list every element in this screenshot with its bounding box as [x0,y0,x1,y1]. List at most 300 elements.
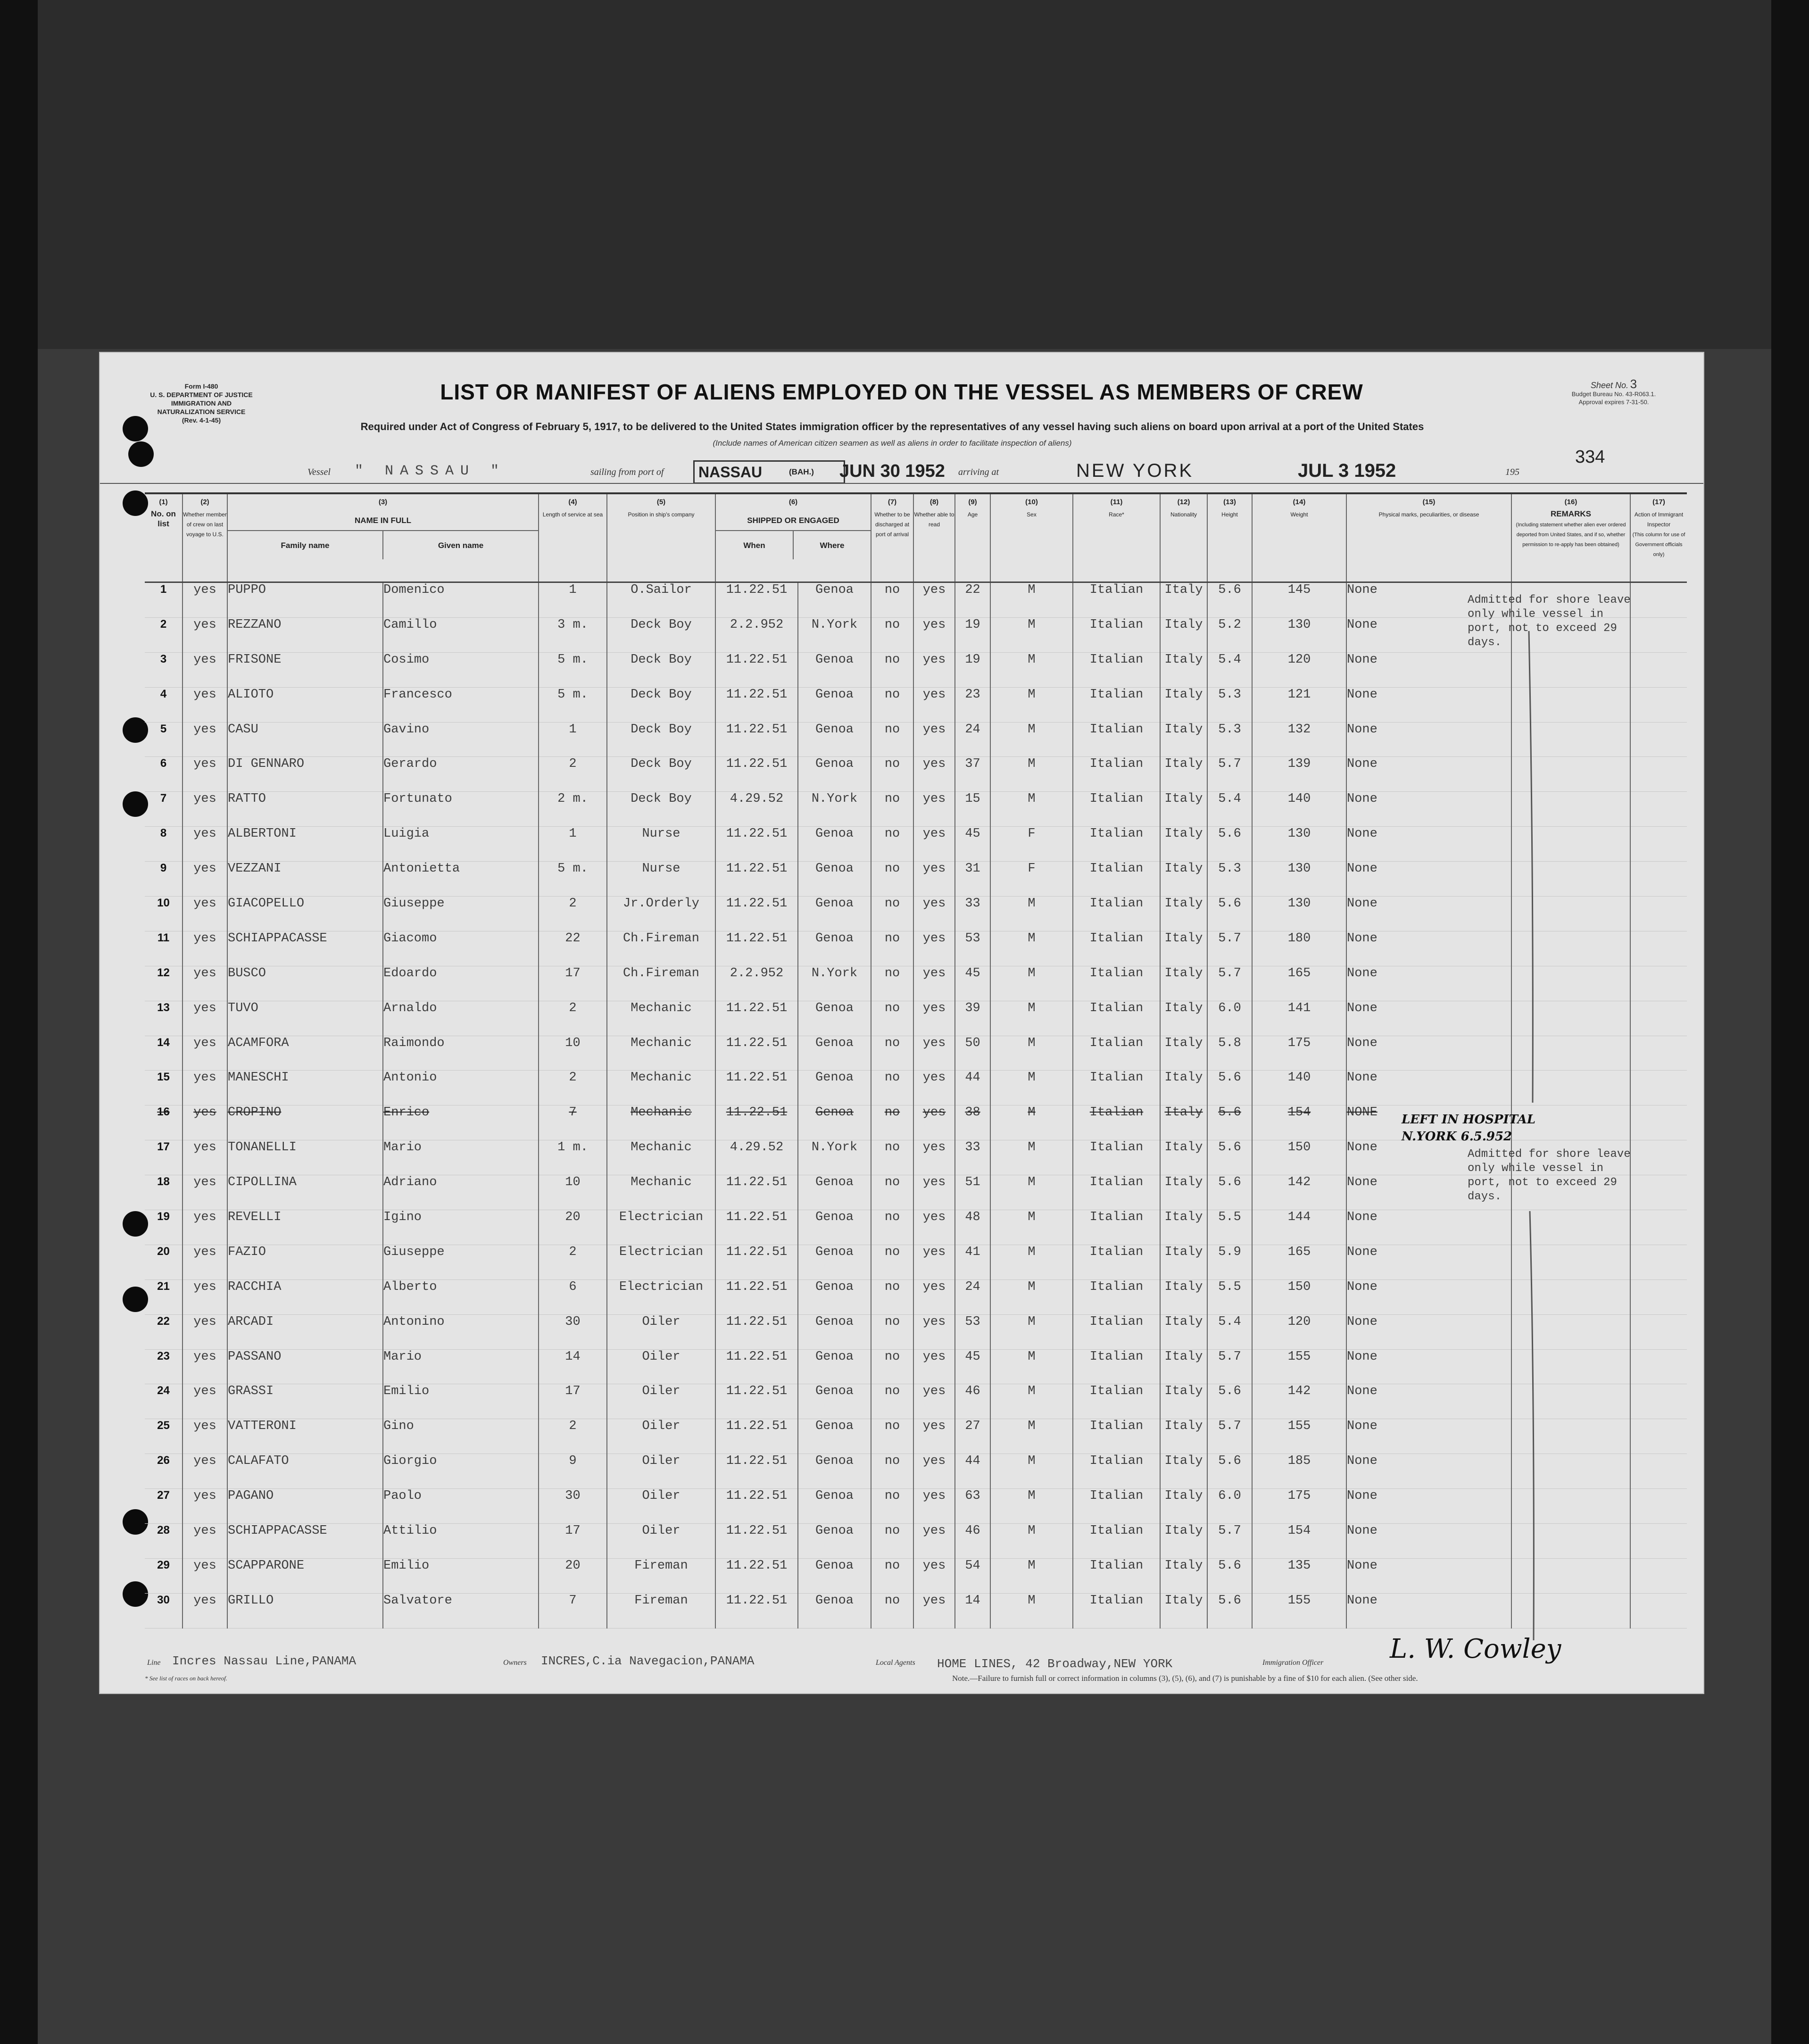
age: 19 [955,617,990,652]
table-row [145,931,1687,966]
sailing-label: sailing from port of [590,467,664,477]
punch-hole [123,1509,148,1535]
given-name: Arnaldo [383,1001,539,1036]
inspector-cell [1630,1175,1687,1210]
height: 5.7 [1207,757,1252,792]
given-name: Emilio [383,1558,539,1593]
col-service-length: (4) Length of service at sea [539,493,607,582]
to-be-discharged: no [871,1384,913,1419]
weight: 130 [1252,827,1346,862]
last-voyage: yes [183,757,227,792]
shipped-when: 2.2.952 [715,966,798,1001]
last-voyage: yes [183,1593,227,1628]
inspector-cell [1630,862,1687,897]
sex: M [990,966,1073,1001]
form-number: Form I-480 [184,382,218,390]
race: Italian [1073,1280,1160,1314]
height: 5.7 [1207,931,1252,966]
col-family-name: Family name [281,540,330,550]
able-to-read: yes [913,652,955,687]
shipped-when: 11.22.51 [715,1454,798,1489]
physical-marks: None [1346,897,1511,931]
nationality: Italy [1160,1280,1207,1314]
position: Mechanic [607,1140,715,1175]
table-row [145,1071,1687,1105]
form-identifier [145,382,258,424]
to-be-discharged: no [871,792,913,827]
age: 48 [955,1210,990,1245]
race: Italian [1073,1105,1160,1140]
shipped-when: 11.22.51 [715,1489,798,1524]
physical-marks: None [1346,1036,1511,1071]
crew-rows [145,582,1687,1629]
sex: M [990,1314,1073,1349]
nationality: Italy [1160,897,1207,931]
inspector-cell [1630,1558,1687,1593]
list-number: 19 [145,1210,183,1245]
age: 38 [955,1105,990,1140]
table-header [145,493,1687,582]
shipped-where: Genoa [798,1524,871,1559]
height: 6.0 [1207,1001,1252,1036]
to-be-discharged: no [871,862,913,897]
height: 5.6 [1207,1558,1252,1593]
physical-marks: None [1346,1384,1511,1419]
sex: M [990,1349,1073,1384]
approval-expiry: Approval expires 7-31-50. [1578,399,1649,406]
shipped-where: Genoa [798,652,871,687]
family-name: CROPINO [227,1105,383,1140]
family-name: REVELLI [227,1210,383,1245]
service-length: 3 m. [539,617,607,652]
shipped-when: 11.22.51 [715,931,798,966]
nationality: Italy [1160,582,1207,618]
list-number: 28 [145,1524,183,1559]
inspector-bracket-line [1524,631,1552,1645]
age: 63 [955,1489,990,1524]
to-be-discharged: no [871,1105,913,1140]
nationality: Italy [1160,1558,1207,1593]
age: 53 [955,1314,990,1349]
shipped-where: Genoa [798,1384,871,1419]
to-be-discharged: no [871,1175,913,1210]
film-edge-right [1771,0,1809,2044]
height: 5.4 [1207,1314,1252,1349]
sex: F [990,862,1073,897]
table-row [145,1280,1687,1314]
race: Italian [1073,1140,1160,1175]
service-length: 5 m. [539,687,607,722]
given-name: Camillo [383,617,539,652]
shipped-when: 11.22.51 [715,582,798,618]
family-name: ALIOTO [227,687,383,722]
service-length: 2 [539,1419,607,1454]
col-shipped-engaged: (6) SHIPPED OR ENGAGED When Where [715,493,871,582]
height: 5.6 [1207,1384,1252,1419]
sex: M [990,1489,1073,1524]
to-be-discharged: no [871,757,913,792]
last-voyage: yes [183,1001,227,1036]
given-name: Luigia [383,827,539,862]
nationality: Italy [1160,722,1207,757]
nationality: Italy [1160,1105,1207,1140]
given-name: Antonino [383,1314,539,1349]
last-voyage: yes [183,827,227,862]
shipped-when: 4.29.52 [715,1140,798,1175]
to-be-discharged: no [871,1349,913,1384]
race: Italian [1073,792,1160,827]
race: Italian [1073,862,1160,897]
able-to-read: yes [913,1558,955,1593]
shipped-when: 11.22.51 [715,1001,798,1036]
list-number: 14 [145,1036,183,1071]
able-to-read: yes [913,1071,955,1105]
table-row [145,1245,1687,1280]
weight: 141 [1252,1001,1346,1036]
list-number: 3 [145,652,183,687]
weight: 165 [1252,966,1346,1001]
physical-marks: None [1346,1314,1511,1349]
to-be-discharged: no [871,1489,913,1524]
position: Deck Boy [607,722,715,757]
age: 45 [955,827,990,862]
shipped-where: N.York [798,966,871,1001]
service-length: 30 [539,1489,607,1524]
list-number: 30 [145,1593,183,1628]
list-number: 22 [145,1314,183,1349]
service-length: 9 [539,1454,607,1489]
able-to-read: yes [913,1001,955,1036]
age: 46 [955,1524,990,1559]
to-be-discharged: no [871,687,913,722]
race: Italian [1073,897,1160,931]
service-length: 20 [539,1210,607,1245]
weight: 140 [1252,1071,1346,1105]
inspector-cell [1630,1314,1687,1349]
family-name: DI GENNARO [227,757,383,792]
list-number: 4 [145,687,183,722]
inspector-cell [1630,966,1687,1001]
service-length: 1 m. [539,1140,607,1175]
physical-marks: None [1346,1454,1511,1489]
service-length: 2 [539,1071,607,1105]
shipped-where: Genoa [798,862,871,897]
list-number: 21 [145,1280,183,1314]
inspector-cell [1630,722,1687,757]
officer-signature: L. W. Cowley [1390,1634,1561,1664]
table-row [145,582,1687,618]
owners-label: Owners [503,1659,527,1667]
nationality: Italy [1160,1210,1207,1245]
sex: M [990,897,1073,931]
sex: M [990,1245,1073,1280]
sex: M [990,792,1073,827]
arrival-date: JUL 3 1952 [1298,460,1396,481]
family-name: FRISONE [227,652,383,687]
table-row [145,1001,1687,1036]
sex: M [990,1210,1073,1245]
physical-marks: None [1346,1558,1511,1593]
physical-marks: None [1346,582,1511,618]
sex: M [990,582,1073,618]
service-length: 17 [539,966,607,1001]
table-row [145,617,1687,652]
height: 5.6 [1207,1454,1252,1489]
family-name: ALBERTONI [227,827,383,862]
able-to-read: yes [913,1210,955,1245]
weight: 175 [1252,1489,1346,1524]
given-name: Fortunato [383,792,539,827]
last-voyage: yes [183,1175,227,1210]
age: 15 [955,792,990,827]
family-name: VEZZANI [227,862,383,897]
physical-marks: None [1346,1210,1511,1245]
to-be-discharged: no [871,931,913,966]
race: Italian [1073,1245,1160,1280]
nationality: Italy [1160,1489,1207,1524]
family-name: PAGANO [227,1489,383,1524]
shipped-when: 11.22.51 [715,897,798,931]
vessel-name: " NASSAU " [355,463,506,479]
weight: 130 [1252,897,1346,931]
port-stamp-box [693,460,845,484]
inspector-cell [1630,1071,1687,1105]
age: 27 [955,1419,990,1454]
family-name: GIACOPELLO [227,897,383,931]
physical-marks: None [1346,652,1511,687]
table-row [145,966,1687,1001]
height: 5.5 [1207,1280,1252,1314]
height: 5.4 [1207,792,1252,827]
to-be-discharged: no [871,1314,913,1349]
shipped-where: Genoa [798,1489,871,1524]
nationality: Italy [1160,687,1207,722]
to-be-discharged: no [871,1036,913,1071]
position: Oiler [607,1349,715,1384]
weight: 165 [1252,1245,1346,1280]
agents-name: HOME LINES, 42 Broadway,NEW YORK [937,1657,1173,1671]
service-length: 10 [539,1036,607,1071]
nationality: Italy [1160,931,1207,966]
shipped-when: 11.22.51 [715,1314,798,1349]
punch-hole [123,791,148,817]
port-from-note: (BAH.) [789,467,814,476]
nationality: Italy [1160,1524,1207,1559]
service-length: 20 [539,1558,607,1593]
remark-shore-leave: Admitted for shore leave only while vessel in port, not to exceed 29 days. [1468,594,1631,649]
last-voyage: yes [183,617,227,652]
position: Fireman [607,1593,715,1628]
sex: M [990,617,1073,652]
race: Italian [1073,1071,1160,1105]
table-row [145,1384,1687,1419]
sheet-label: Sheet No. [1590,381,1628,390]
race: Italian [1073,1036,1160,1071]
able-to-read: yes [913,792,955,827]
race: Italian [1073,687,1160,722]
able-to-read: yes [913,931,955,966]
shipped-where: Genoa [798,931,871,966]
shipped-when: 11.22.51 [715,687,798,722]
inspector-cell [1630,1245,1687,1280]
height: 5.2 [1207,617,1252,652]
given-name: Salvatore [383,1593,539,1628]
crew-table [145,492,1687,1629]
physical-marks: None [1346,827,1511,862]
table-row [145,1349,1687,1384]
sex: M [990,1419,1073,1454]
inspector-cell [1630,827,1687,862]
table-row [145,1314,1687,1349]
to-be-discharged: no [871,1140,913,1175]
inspector-cell [1630,1210,1687,1245]
weight: 175 [1252,1036,1346,1071]
punch-hole [123,490,148,516]
physical-marks: None [1346,617,1511,652]
service-length: 14 [539,1349,607,1384]
height: 5.8 [1207,1036,1252,1071]
race: Italian [1073,722,1160,757]
age: 23 [955,687,990,722]
given-name: Cosimo [383,652,539,687]
shipped-where: Genoa [798,1593,871,1628]
col-sex: (10) Sex [990,493,1073,582]
able-to-read: yes [913,1314,955,1349]
sex: F [990,827,1073,862]
weight: 132 [1252,722,1346,757]
list-number: 18 [145,1175,183,1210]
last-voyage: yes [183,1036,227,1071]
col-physical-marks: (15) Physical marks, peculiarities, or disease [1346,493,1511,582]
height: 5.9 [1207,1245,1252,1280]
inspector-cell [1630,897,1687,931]
shipped-when: 11.22.51 [715,1419,798,1454]
col-discharged: (7) Whether to be discharged at port of arrival [871,493,913,582]
age: 44 [955,1454,990,1489]
last-voyage: yes [183,1245,227,1280]
punch-hole [123,717,148,743]
manifest-footer [145,1634,1696,1695]
given-name: Alberto [383,1280,539,1314]
position: O.Sailor [607,582,715,618]
last-voyage: yes [183,792,227,827]
given-name: Edoardo [383,966,539,1001]
service-length: 10 [539,1175,607,1210]
shipped-where: Genoa [798,1314,871,1349]
family-name: CASU [227,722,383,757]
race: Italian [1073,582,1160,618]
last-voyage: yes [183,722,227,757]
family-name: GRASSI [227,1384,383,1419]
shipped-when: 11.22.51 [715,722,798,757]
nationality: Italy [1160,1419,1207,1454]
height: 5.6 [1207,1140,1252,1175]
inspector-cell [1630,1489,1687,1524]
table-row [145,1524,1687,1559]
nationality: Italy [1160,1140,1207,1175]
list-number: 10 [145,897,183,931]
weight: 180 [1252,931,1346,966]
given-name: Mario [383,1349,539,1384]
race: Italian [1073,1210,1160,1245]
sex: M [990,757,1073,792]
sex: M [990,1454,1073,1489]
shipped-when: 11.22.51 [715,1175,798,1210]
height: 5.5 [1207,1210,1252,1245]
weight: 154 [1252,1524,1346,1559]
to-be-discharged: no [871,1419,913,1454]
family-name: SCHIAPPACASSE [227,1524,383,1559]
family-name: MANESCHI [227,1071,383,1105]
table-row [145,1210,1687,1245]
weight: 155 [1252,1419,1346,1454]
inspector-cell [1630,792,1687,827]
weight: 130 [1252,617,1346,652]
shipped-where: Genoa [798,1071,871,1105]
physical-marks: None [1346,1140,1511,1175]
able-to-read: yes [913,582,955,618]
weight: 140 [1252,792,1346,827]
age: 51 [955,1175,990,1210]
table-row [145,827,1687,862]
col-weight: (14) Weight [1252,493,1346,582]
service-length: 2 [539,1245,607,1280]
shipped-when: 11.22.51 [715,652,798,687]
position: Oiler [607,1384,715,1419]
col-position: (5) Position in ship's company [607,493,715,582]
shipped-when: 11.22.51 [715,1349,798,1384]
position: Oiler [607,1314,715,1349]
film-edge-left [0,0,38,2044]
nationality: Italy [1160,1036,1207,1071]
table-row [145,1175,1687,1210]
height: 5.6 [1207,1071,1252,1105]
col-remarks: (16) REMARKS (Including statement whether alien ever ordered deported from United States, and if so, whether permission to re-apply has been obtained) [1511,493,1630,582]
voyage-line [100,456,1703,484]
race: Italian [1073,1419,1160,1454]
last-voyage: yes [183,931,227,966]
port-from: NASSAU [698,464,763,481]
last-voyage: yes [183,1419,227,1454]
table-row [145,652,1687,687]
family-name: BUSCO [227,966,383,1001]
race: Italian [1073,1593,1160,1628]
shipped-where: Genoa [798,827,871,862]
able-to-read: yes [913,966,955,1001]
arriving-label: arriving at [958,467,999,477]
remark-shore-leave: Admitted for shore leave only while vessel in port, not to exceed 29 days. [1468,1148,1631,1203]
physical-marks: None [1346,1349,1511,1384]
height: 5.6 [1207,827,1252,862]
form-subtitle: Required under Act of Congress of February 5, 1917, to be delivered to the United States immigration officer by the representatives of any vessel having such aliens on board upon arrival at a port of the United States [360,421,1424,432]
col-name-in-full: (3) NAME IN FULL Family name Given name [227,493,539,582]
last-voyage: yes [183,1140,227,1175]
nationality: Italy [1160,1314,1207,1349]
shipped-when: 11.22.51 [715,1210,798,1245]
table-row [145,1454,1687,1489]
height: 5.7 [1207,966,1252,1001]
age: 31 [955,862,990,897]
service-length: 22 [539,931,607,966]
age: 19 [955,652,990,687]
position: Nurse [607,827,715,862]
height: 5.7 [1207,1349,1252,1384]
service-length: 2 [539,897,607,931]
sex: M [990,1524,1073,1559]
race: Italian [1073,757,1160,792]
family-name: ACAMFORA [227,1036,383,1071]
given-name: Emilio [383,1384,539,1419]
